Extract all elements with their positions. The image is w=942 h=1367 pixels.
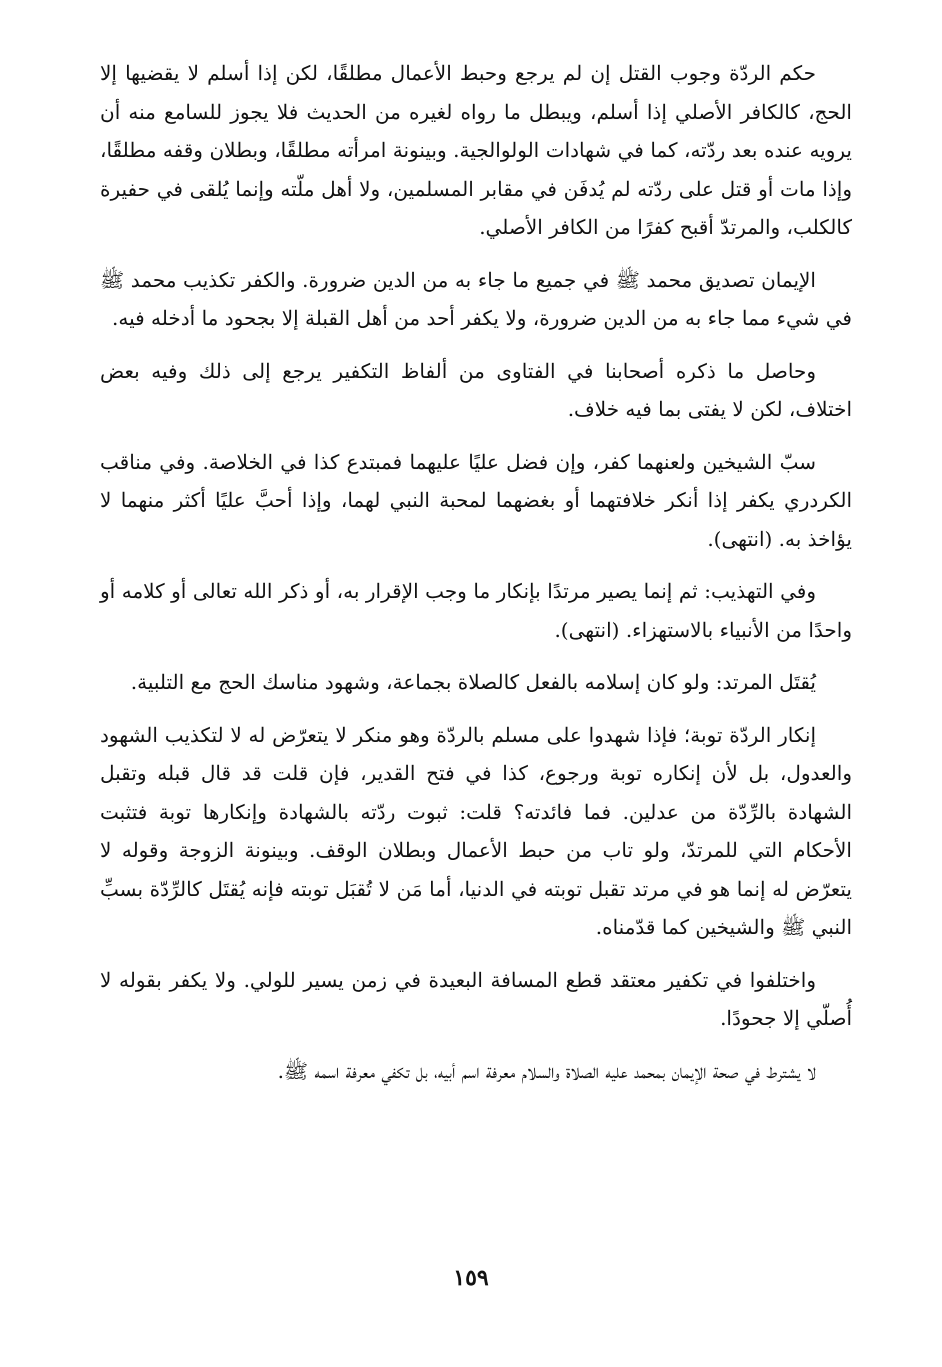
paragraph-tahdhib: وفي التهذيب: ثم إنما يصير مرتدًا بإنكار ما وجب الإقرار به، أو ذكر الله تعالى أو كلامه أو واحدًا من الأنبياء بالاستهزاء. (انتهى). xyxy=(100,579,852,642)
paragraph-faith-definition: الإيمان تصديق محمد ﷺ في جميع ما جاء به من الدين ضرورة. والكفر تكذيب محمد ﷺ في شيء مما جاء به من الدين ضرورة، ولا يكفر أحد من أهل القبلة إلا بجحود ما أدخله فيه. xyxy=(100,267,852,330)
paragraph-fatwa-summary: وحاصل ما ذكره أصحابنا في الفتاوى من ألفاظ التكفير يرجع إلى ذلك وفيه بعض اختلاف، لكن لا يفتى بما فيه خلاف. xyxy=(100,358,852,421)
paragraph-distance-disagreement: واختلفوا في تكفير معتقد قطع المسافة البعيدة في زمن يسير للولي. ولا يكفر بقوله لا أُصلّي إلا جحودًا. xyxy=(100,967,852,1030)
page-body xyxy=(100,54,852,1104)
paragraph-ruling-apostasy: حكم الردّة وجوب القتل إن لم يرجع وحبط الأعمال مطلقًا، لكن إذا أسلم لا يقضيها إلا الحج، كالكافر الأصلي إذا أسلم، ويبطل ما رواه لغيره من الحديث فلا يجوز للسامع منه أن يرويه عنده بعد ردّته، كما في شهادات الولوالجية. وبينونة امرأته مطلقًا، وبطلان وقفه مطلقًا، وإذا مات أو قتل على ردّته لم يُدفَن في مقابر المسلمين، ولا أهل ملّته وإنما يُلقى في حفيرة كالكلب، والمرتدّ أقبح كفرًا من الكافر الأصلي. xyxy=(100,61,852,239)
page-number: ١٥٩ xyxy=(453,1265,489,1291)
paragraph-two-sheikhs: سبّ الشيخين ولعنهما كفر، وإن فضل عليًا عليهما فمبتدع كذا في الخلاصة. وفي مناقب الكردري يكفر إذا أنكر خلافتهما أو بغضهما لمحبة النبي لهما، وإذا أحبَّ عليًا أكثر منهما لا يؤاخذ به. (انتهى). xyxy=(100,449,852,551)
paragraph-apostate-killed: يُقتَل المرتد: ولو كان إسلامه بالفعل كالصلاة بجماعة، وشهود مناسك الحج مع التلبية. xyxy=(130,670,816,694)
paragraph-faith-condition: لا يشترط في صحة الإيمان بمحمد عليه الصلاة والسلام معرفة اسم أبيه، بل تكفي معرفة اسمه ﷺ. xyxy=(277,1058,816,1083)
paragraph-denial-repentance: إنكار الردّة توبة؛ فإذا شهدوا على مسلم بالردّة وهو منكر لا يتعرّض له لا لتكذيب الشهود والعدول، بل لأن إنكاره توبة ورجوع، كذا في فتح القدير، فإن قلت قد قال قبله وتقبل الشهادة بالرِّدّة من عدلين. فما فائدته؟ قلت: ثبوت ردّته بالشهادة وإنكارها توبة فتثبت الأحكام التي للمرتدّ، ولو تاب من حبط الأعمال وبطلان الوقف. وبينونة الزوجة وقوله لا يتعرّض له إنما هو في مرتد تقبل توبته في الدنيا، أما مَن لا تُقبَل توبته فإنه يُقتَل كالرِّدّة بسبِّ النبي ﷺ والشيخين كما قدّمناه. xyxy=(100,722,853,939)
